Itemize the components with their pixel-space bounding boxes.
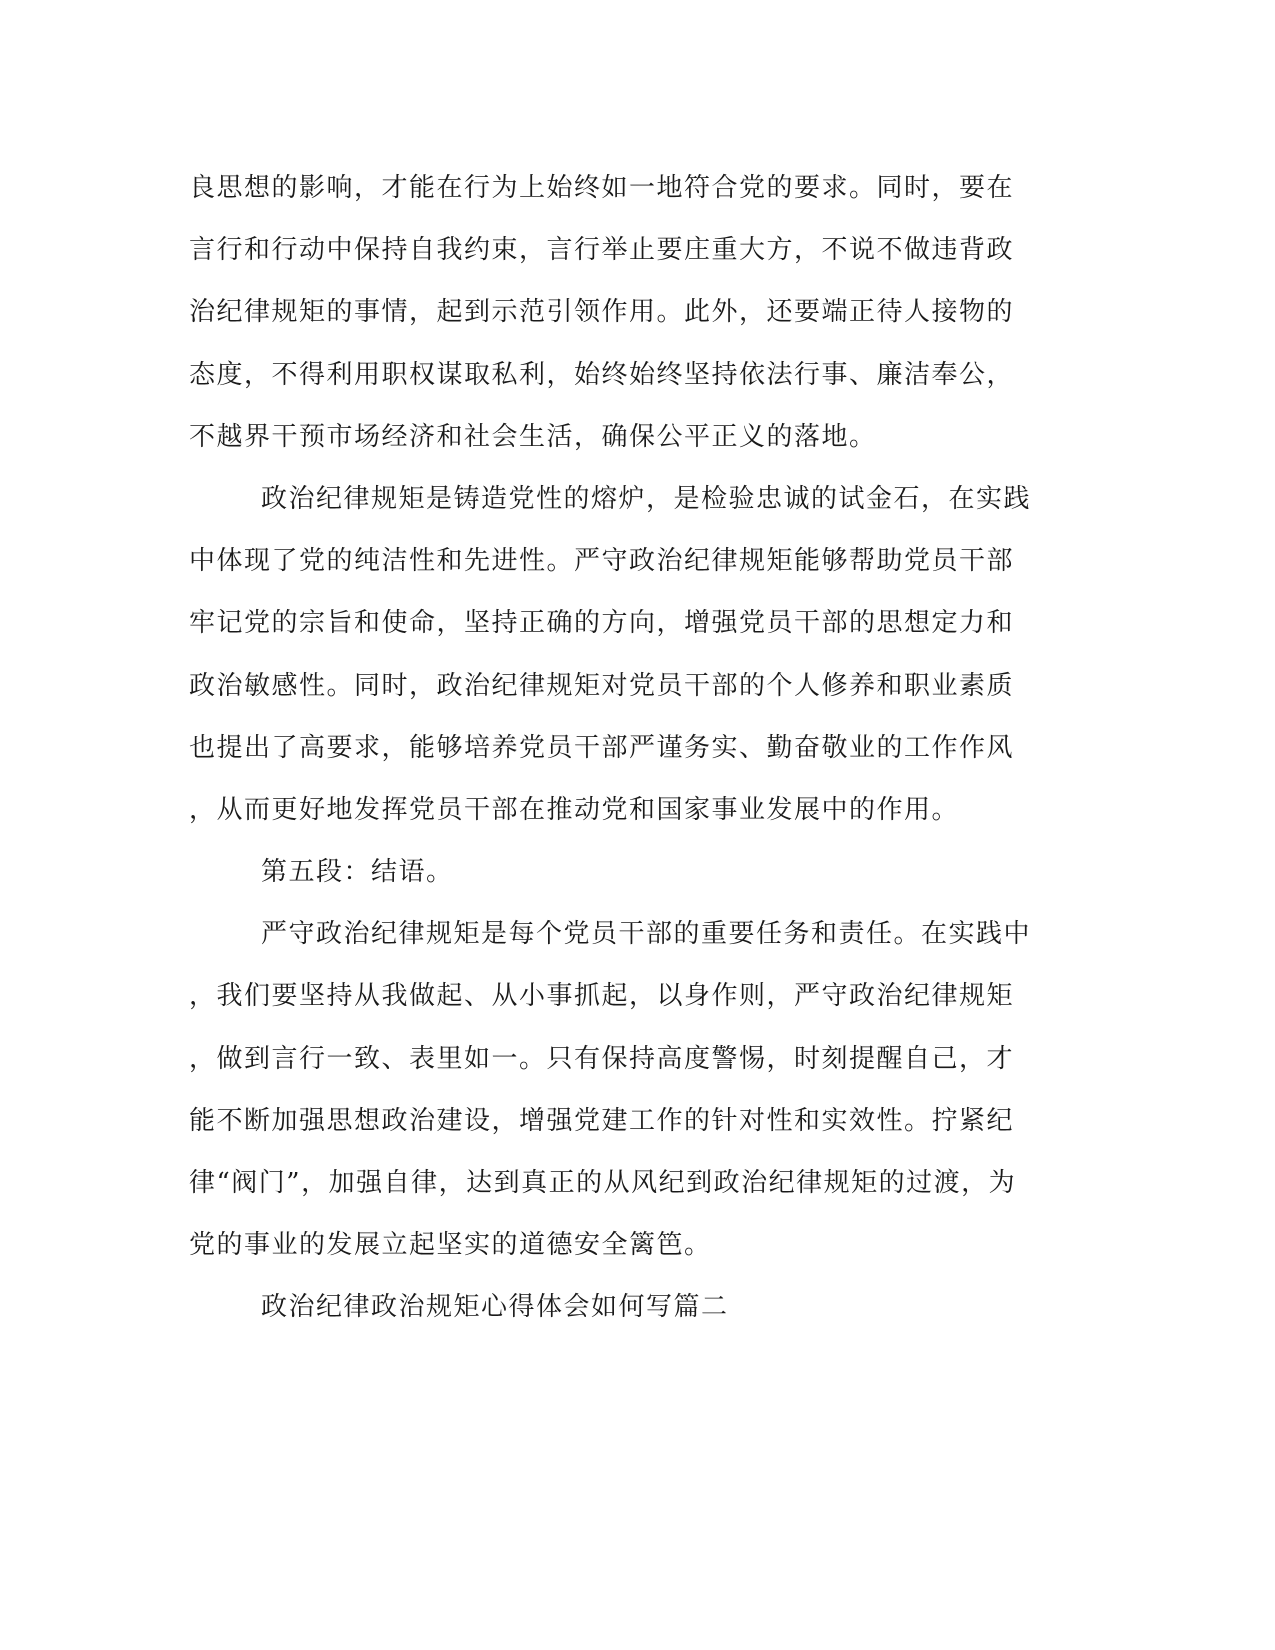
text-line: 态度，不得利用职权谋取私利，始终始终坚持依法行事、廉洁奉公， <box>189 359 1015 390</box>
paragraph-political-discipline <box>189 468 1069 841</box>
paragraph-conclusion <box>189 903 1069 1276</box>
text-line: ，我们要坚持从我做起、从小事抓起，以身作则，严守政治纪律规矩 <box>189 981 1015 1012</box>
next-article-title <box>189 1276 1069 1338</box>
text-line: 言行和行动中保持自我约束，言行举止要庄重大方，不说不做违背政 <box>189 235 1015 266</box>
text-line: 政治敏感性。同时，政治纪律规矩对党员干部的个人修养和职业素质 <box>189 670 1015 701</box>
text-line: 党的事业的发展立起坚实的道德安全篱笆。 <box>189 1230 712 1261</box>
text-line: 能不断加强思想政治建设，增强党建工作的针对性和实效性。拧紧纪 <box>189 1105 1015 1136</box>
section-heading <box>189 841 1069 903</box>
title-line: 政治纪律政治规矩心得体会如何写篇二 <box>261 1292 729 1323</box>
heading-line: 第五段：结语。 <box>261 857 454 888</box>
text-line: 中体现了党的纯洁性和先进性。严守政治纪律规矩能够帮助党员干部 <box>189 546 1015 577</box>
text-line: 不越界干预市场经济和社会生活，确保公平正义的落地。 <box>189 421 877 452</box>
text-line: 也提出了高要求，能够培养党员干部严谨务实、勤奋敬业的工作作风 <box>189 732 1015 763</box>
text-line: 良思想的影响，才能在行为上始终如一地符合党的要求。同时，要在 <box>189 173 1015 203</box>
text-line: 律“阀门”，加强自律，达到真正的从风纪到政治纪律规矩的过渡，为 <box>189 1168 1017 1198</box>
text-line: 严守政治纪律规矩是每个党员干部的重要任务和责任。在实践中 <box>261 919 1032 950</box>
paragraph-continuation <box>189 157 1069 468</box>
text-line: ，做到言行一致、表里如一。只有保持高度警惕，时刻提醒自己，才 <box>189 1043 1015 1074</box>
text-line: 牢记党的宗旨和使命，坚持正确的方向，增强党员干部的思想定力和 <box>189 608 1015 639</box>
text-line: 治纪律规矩的事情，起到示范引领作用。此外，还要端正待人接物的 <box>189 297 1015 328</box>
text-line: 政治纪律规矩是铸造党性的熔炉，是检验忠诚的试金石，在实践 <box>261 483 1032 514</box>
text-line: ，从而更好地发挥党员干部在推动党和国家事业发展中的作用。 <box>189 794 960 825</box>
document-body <box>189 157 1069 1339</box>
